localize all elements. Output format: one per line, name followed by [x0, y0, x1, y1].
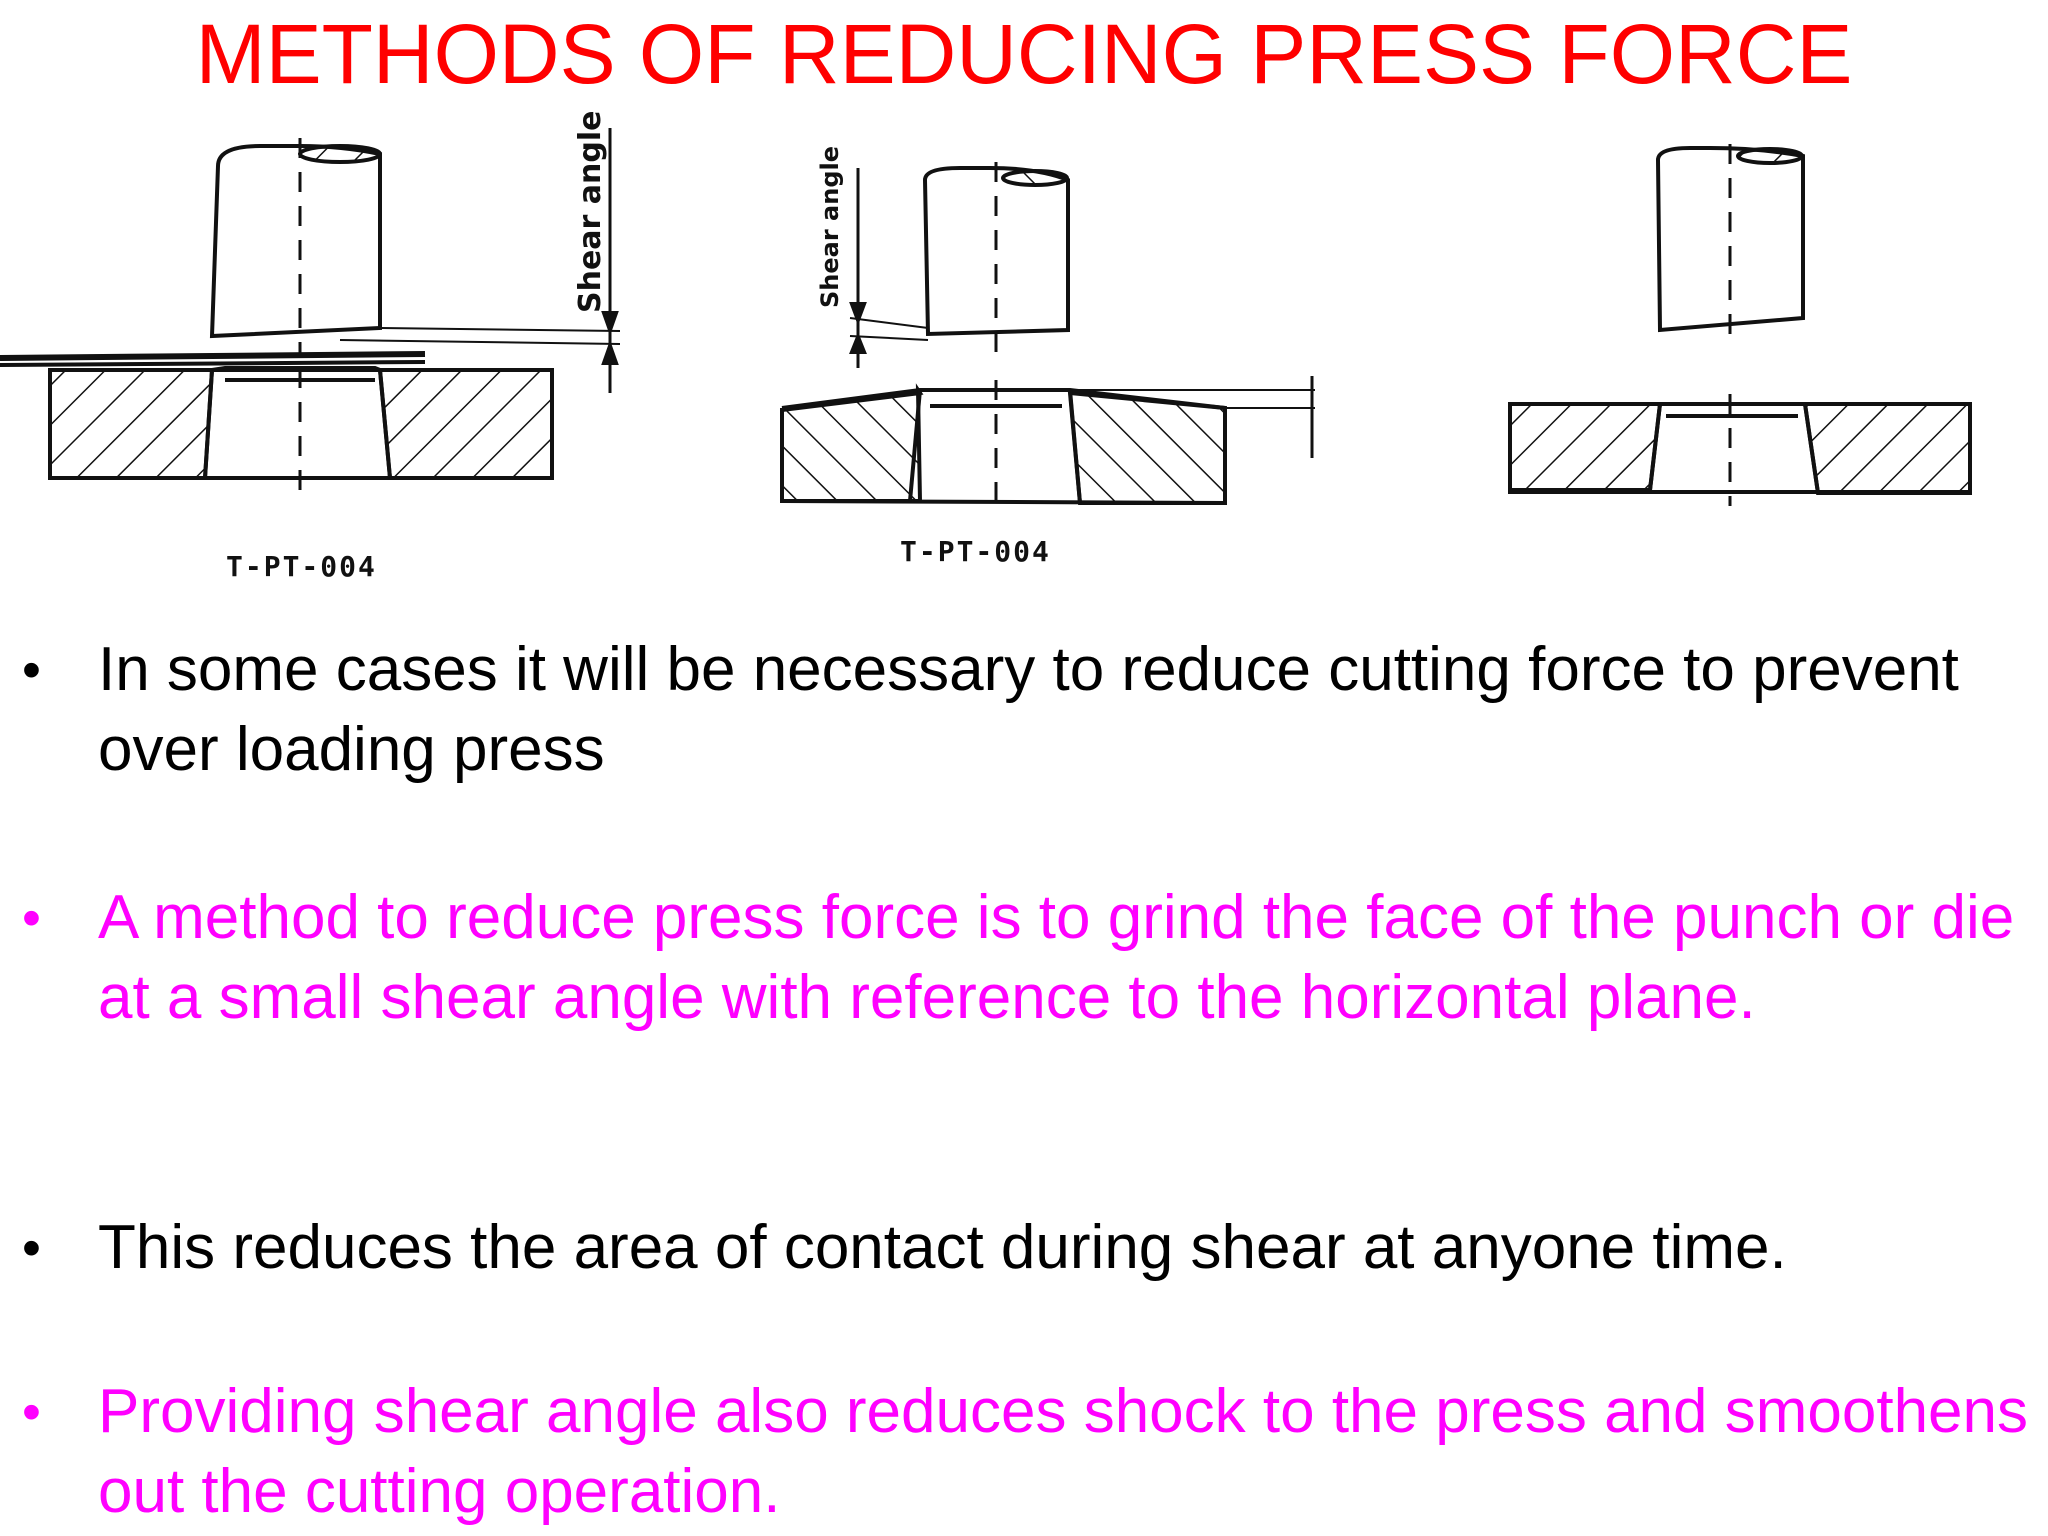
shear-angle-punch-diagram — [0, 110, 640, 518]
bullet-text: Providing shear angle also reduces shock to the press and smoothens out the cutting operation. — [98, 1377, 2029, 1526]
punch-body — [1658, 148, 1803, 330]
punch-body — [212, 146, 380, 336]
bullet-text: In some cases it will be necessary to reduce cutting force to prevent over loading press — [98, 635, 1959, 784]
shear-angle-label: Shear angle — [573, 110, 608, 313]
bullet-icon: • — [22, 1382, 41, 1442]
bullet-icon: • — [22, 1218, 41, 1278]
bullet-icon: • — [22, 640, 41, 700]
bullet-text: A method to reduce press force is to grind the face of the punch or die at a small shear angle with reference to the horizontal plane. — [98, 883, 2015, 1032]
slide-title: METHODS OF REDUCING PRESS FORCE — [195, 7, 1853, 101]
diagram-caption: T-PT-004 — [226, 550, 377, 583]
flat-punch-die-diagram — [1500, 118, 2000, 518]
bullet-icon: • — [22, 888, 41, 948]
shear-angle-die-diagram — [770, 118, 1350, 518]
bullet-text: This reduces the area of contact during shear at anyone time. — [98, 1213, 1787, 1282]
shear-angle-label: Shear angle — [816, 146, 844, 308]
diagram-caption: T-PT-004 — [900, 535, 1051, 568]
